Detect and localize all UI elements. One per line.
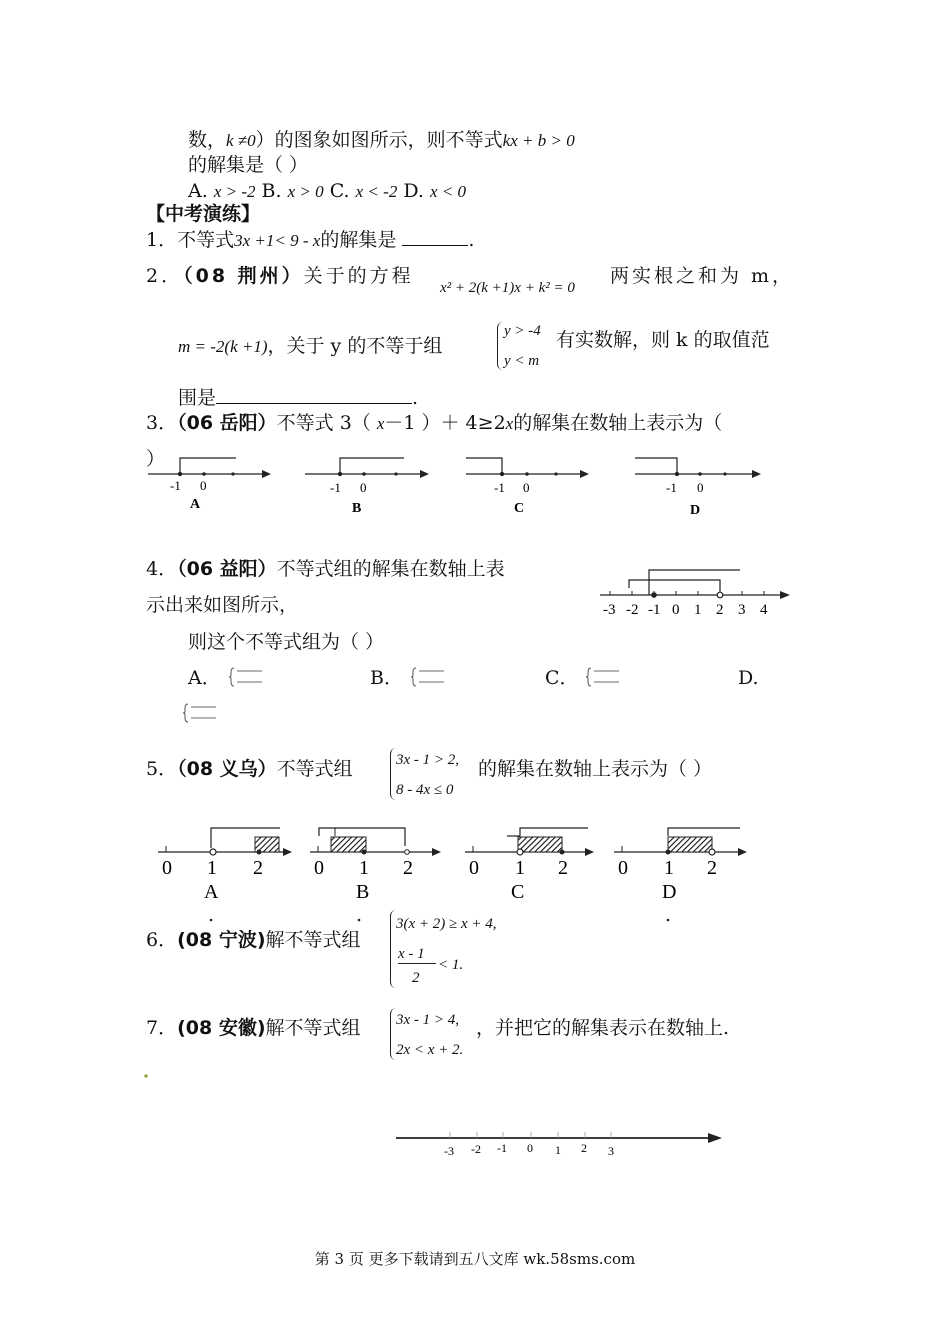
- q4-option-c: C．: [545, 667, 579, 689]
- q4-text2: 示出来如图所示，: [146, 594, 299, 616]
- q3-c-tick-neg1: -1: [494, 480, 505, 495]
- option-d-value: x < 0: [430, 182, 467, 201]
- q5-d-label: D: [662, 881, 677, 903]
- q5-number: 5．: [146, 758, 178, 780]
- q5-text: 不等式组: [276, 758, 353, 780]
- q1-suffix: 的解集是: [320, 229, 397, 251]
- q4-axis-3: 3: [738, 602, 746, 618]
- q7-axis-3: 3: [608, 1144, 614, 1158]
- q2-number: 2．: [146, 265, 184, 287]
- q3-b-label: B: [352, 501, 362, 516]
- q3-d-tick-0: 0: [697, 480, 704, 495]
- question-6: [146, 928, 361, 952]
- intro-inequality: kx + b > 0: [502, 131, 575, 150]
- q6-fraction-tail: < 1.: [438, 957, 464, 973]
- q3-option-d-line: [635, 458, 761, 518]
- intro-line1-mid: ）的图象如图所示，则不等式: [255, 129, 503, 151]
- q4-text3: 则这个不等式组为（ ）: [188, 631, 385, 653]
- q1-number: 1．: [146, 229, 178, 251]
- q3-c-tick-0: 0: [523, 480, 530, 495]
- q3-number: 3．: [146, 412, 178, 434]
- stray-mark: [144, 1074, 147, 1077]
- option-b-label: B.: [261, 180, 282, 202]
- q3-b-tick-0: 0: [360, 480, 367, 495]
- intro-condition: k ≠0: [226, 131, 256, 150]
- q4-text1: 不等式组的解集在数轴上表: [276, 558, 505, 580]
- q2-text1: 关于的方程: [303, 265, 414, 287]
- section-title: 【中考演练】: [146, 203, 261, 225]
- q2-text3: ，关于 y 的不等于组: [267, 335, 443, 357]
- q7-axis-0: 0: [527, 1141, 533, 1155]
- q5-c-label: C: [511, 881, 525, 903]
- q1-period: .: [468, 229, 475, 251]
- q2-equation: x² + 2(k +1)x + k² = 0: [440, 280, 575, 296]
- q3-text: 不等式 3（: [276, 412, 371, 434]
- q4-axis-0: 0: [672, 602, 680, 618]
- q2-m-equation: m = -2(k +1): [178, 337, 268, 356]
- q5-d-tick-2: 2: [707, 857, 717, 879]
- q5-a-tick-0: 0: [162, 857, 172, 879]
- q3-b-tick-neg1: -1: [330, 480, 341, 495]
- page-footer: 第 3 页 更多下载请到五八文库 wk.58sms.com: [314, 1250, 636, 1268]
- q5-a-tick-2: 2: [253, 857, 263, 879]
- question-5: [146, 757, 353, 781]
- q4-axis-neg3: -3: [603, 602, 616, 618]
- q3-var-x1: x: [376, 414, 385, 433]
- q6-source: (08 宁波): [177, 929, 266, 951]
- q3-source: （06 岳阳）: [177, 412, 277, 434]
- q2-source: （08 荆州）: [183, 265, 304, 287]
- q3-option-b-line: [305, 458, 429, 516]
- q5-c-tick-2: 2: [558, 857, 568, 879]
- q3-close-paren: ）: [146, 448, 166, 470]
- q3-a-label: A: [190, 497, 201, 512]
- option-c-value: x < -2: [355, 182, 398, 201]
- q7-number: 7．: [146, 1017, 178, 1039]
- q3-d-label: D: [690, 503, 701, 518]
- q7-axis-1: 1: [555, 1143, 561, 1157]
- q7-system-line1: 3x - 1 > 4,: [396, 1012, 460, 1028]
- option-c-label: C.: [329, 180, 350, 202]
- q5-option-a-line: [158, 828, 292, 903]
- q5-system-line2: 8 - 4x ≤ 0: [396, 782, 454, 798]
- q5-system-line1: 3x - 1 > 2,: [396, 752, 460, 768]
- q5-option-b-line: [310, 828, 441, 903]
- q7-source: (08 安徽): [177, 1017, 266, 1039]
- q3-tail: 的解集在数轴上表示为（: [513, 412, 723, 434]
- q7-axis-neg2: -2: [471, 1142, 481, 1156]
- q3-option-c-line: [466, 458, 589, 516]
- option-b-value: x > 0: [287, 182, 324, 201]
- q2-text5: 围是: [178, 387, 217, 409]
- q7-text: 解不等式组: [265, 1017, 361, 1039]
- q6-number: 6．: [146, 929, 178, 951]
- q4-axis-2: 2: [716, 602, 724, 618]
- q7-axis-2: 2: [581, 1141, 587, 1155]
- q7-number-line: [396, 1132, 722, 1158]
- q5-option-d-line: [614, 828, 747, 903]
- q3-mid: －1 ）＋ 4≥2: [384, 412, 506, 434]
- q3-a-tick-0: 0: [200, 478, 207, 493]
- q5-option-c-line: [465, 828, 594, 903]
- q5-c-tick-0: 0: [469, 857, 479, 879]
- q4-axis-4: 4: [760, 602, 768, 618]
- q5-b-tick-2: 2: [403, 857, 413, 879]
- question-7: [146, 1016, 361, 1040]
- q5-d-tick-0: 0: [618, 857, 628, 879]
- q5-b-label: B: [356, 881, 370, 903]
- option-d-label: D.: [403, 180, 424, 202]
- q4-number: 4．: [146, 558, 178, 580]
- q6-fraction-denominator: 2: [412, 970, 420, 986]
- q7-tail: ，并把它的解集表示在数轴上.: [476, 1017, 730, 1039]
- q6-fraction-bar: [398, 963, 436, 964]
- q4-axis-1: 1: [694, 602, 702, 618]
- q5-c-tick-1: 1: [515, 857, 525, 879]
- q6-fraction-numerator: x - 1: [398, 946, 425, 962]
- q2-text4: 有实数解，则 k 的取值范: [556, 329, 770, 351]
- q5-source: （08 义乌）: [177, 758, 277, 780]
- q4-number-line: [600, 570, 790, 618]
- q3-var-x2: x: [505, 414, 514, 433]
- intro-line2: 的解集是（ ）: [188, 154, 309, 176]
- q4-axis-neg2: -2: [626, 602, 639, 618]
- question-4-line1: [146, 557, 505, 581]
- q5-a-tick-1: 1: [207, 857, 217, 879]
- q3-c-label: C: [514, 501, 525, 516]
- q7-axis-neg1: -1: [497, 1141, 507, 1155]
- q6-text: 解不等式组: [265, 929, 361, 951]
- q1-prefix: 不等式: [177, 229, 235, 251]
- intro-line1-prefix: 数，: [188, 129, 227, 151]
- q7-system-line2: 2x < x + 2.: [396, 1042, 464, 1058]
- q4-axis-neg1: -1: [648, 602, 661, 618]
- q5-b-tick-1: 1: [359, 857, 369, 879]
- q2-period: .: [412, 387, 419, 409]
- q4-option-a: A．: [188, 667, 221, 689]
- q1-inequality: 3x +1< 9 - x: [234, 231, 321, 250]
- q4-source: （06 益阳）: [177, 558, 277, 580]
- q6-system-line1: 3(x + 2) ≥ x + 4,: [396, 916, 497, 932]
- q2-system-line2: y < m: [504, 353, 540, 369]
- q7-axis-neg3: -3: [444, 1144, 454, 1158]
- q5-b-tick-0: 0: [314, 857, 324, 879]
- option-a-value: x > -2: [213, 182, 256, 201]
- q5-tail: 的解集在数轴上表示为（ ）: [478, 758, 713, 780]
- q4-option-b: B．: [370, 667, 403, 689]
- q5-d-tick-1: 1: [664, 857, 674, 879]
- q5-a-label: A: [204, 881, 219, 903]
- q3-d-tick-neg1: -1: [666, 480, 677, 495]
- option-a-label: A.: [188, 180, 208, 202]
- q4-option-d: D.: [738, 667, 759, 689]
- q2-text2: 两实根之和为 m，: [610, 265, 795, 287]
- q3-option-a-line: [148, 458, 271, 512]
- q3-a-tick-neg1: -1: [170, 478, 181, 493]
- q2-system-line1: y > -4: [504, 323, 541, 339]
